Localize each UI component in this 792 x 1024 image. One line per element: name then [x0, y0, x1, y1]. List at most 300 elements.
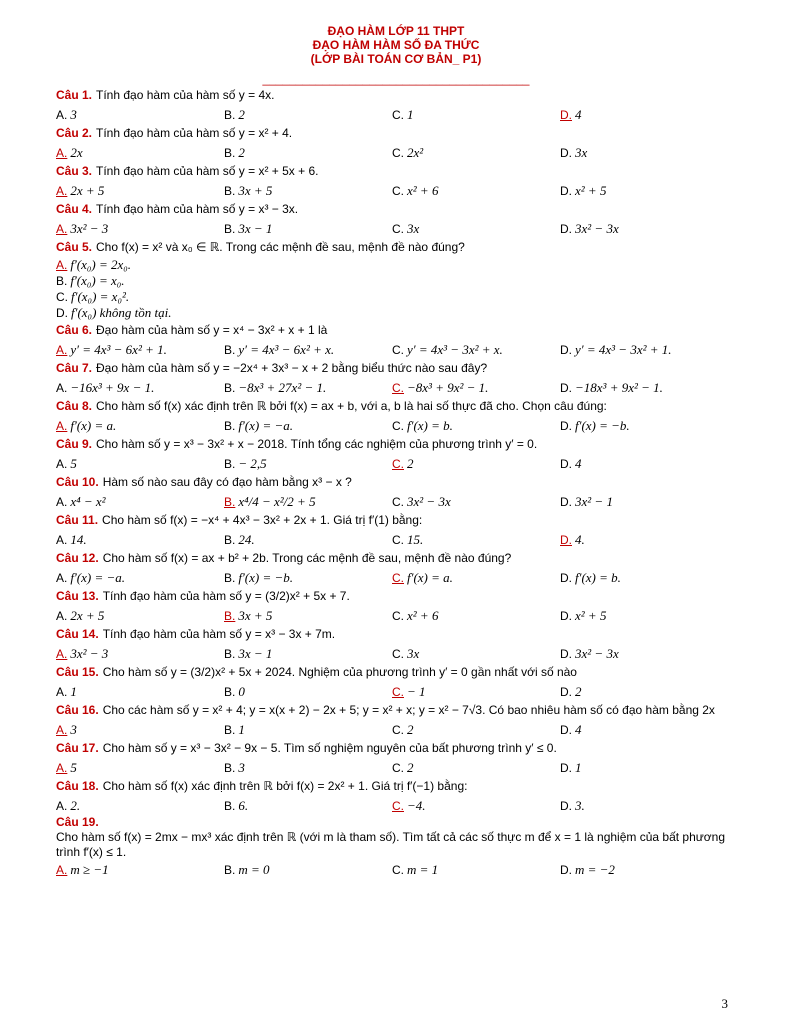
option-text: 1 [575, 759, 582, 775]
question-text: Cho hàm số f(x) xác định trên ℝ bởi f(x) = 2x² + 1. Giá trị f′(−1) bằng: [102, 779, 468, 793]
answer-option [560, 862, 728, 878]
question-6 [56, 321, 728, 359]
answer-option [224, 456, 392, 472]
option-text: 3 [70, 106, 77, 122]
option-label: D. [560, 145, 572, 160]
answer-option [56, 722, 224, 738]
answer-option [56, 684, 224, 700]
option-text: 3x² − 3x [575, 645, 619, 661]
answer-option [560, 608, 728, 624]
question-stem [56, 200, 728, 219]
answer-option [560, 494, 728, 510]
option-label: B. [224, 862, 236, 877]
option-text: x² + 5 [575, 607, 607, 623]
answer-option [560, 456, 728, 472]
option-label: C. [392, 798, 404, 813]
option-text: 4 [575, 106, 582, 122]
question-number: Câu 2. [56, 126, 93, 140]
answer-options [56, 606, 728, 625]
option-text: 2x + 5 [70, 182, 105, 198]
option-text: 3x [407, 645, 420, 661]
option-text: f′(x₀) = 2x₀. [70, 257, 132, 272]
answer-option [56, 494, 224, 510]
option-label: A. [56, 646, 68, 661]
option-text: 3x² − 3 [70, 220, 109, 236]
option-text: y′ = 4x³ − 6x² + 1. [70, 341, 167, 357]
option-label: D. [560, 456, 572, 471]
question-5 [56, 238, 728, 321]
option-text: x² + 6 [407, 182, 439, 198]
answer-option [56, 145, 224, 161]
option-label: C. [392, 494, 404, 509]
question-8 [56, 397, 728, 435]
answer-option [56, 608, 224, 624]
answer-option [224, 684, 392, 700]
question-stem [56, 238, 728, 257]
question-text: Cho hàm số y = x³ − 3x² + x − 2018. Tính tổng các nghiệm của phương trình y′ = 0. [96, 437, 538, 451]
answer-options [56, 143, 728, 162]
question-stem [56, 701, 728, 720]
answer-option [56, 532, 224, 548]
option-text: 2x² [407, 144, 424, 160]
option-label: C. [392, 221, 404, 236]
option-label: D. [560, 107, 572, 122]
option-label: A. [56, 258, 68, 272]
question-3 [56, 162, 728, 200]
answer-option [224, 722, 392, 738]
option-text: −8x³ + 9x² − 1. [407, 379, 489, 395]
answer-options [56, 682, 728, 701]
question-text: Tính đạo hàm của hàm số y = x³ − 3x. [96, 202, 299, 216]
option-text: f′(x) = −b. [575, 417, 630, 433]
option-text: −4. [407, 797, 426, 813]
answer-option [224, 221, 392, 237]
option-text: y′ = 4x³ − 3x² + 1. [575, 341, 672, 357]
answer-option [56, 183, 224, 199]
option-label: A. [56, 570, 68, 585]
question-text: Tính đạo hàm của hàm số y = (3/2)x² + 5x + 7. [102, 589, 350, 603]
question-text: Cho hàm số f(x) = 2mx − mx³ xác định trên ℝ (với m là tham số). Tìm tất cả các số thực m để x = 1 là nghiệm của bất phương trình f′(x) ≤ 1. [56, 830, 726, 859]
option-text: 1 [70, 683, 77, 699]
option-label: D. [560, 418, 572, 433]
option-label: D. [560, 722, 572, 737]
answer-option [56, 418, 224, 434]
option-label: D. [560, 183, 572, 198]
title-separator: ________________________________________ [262, 72, 530, 86]
option-label: C. [392, 760, 404, 775]
answer-options [56, 340, 728, 359]
option-text: 2. [70, 797, 81, 813]
question-stem [56, 777, 728, 796]
answer-option [392, 145, 560, 161]
option-text: y′ = 4x³ − 3x² + x. [407, 341, 503, 357]
option-text: −16x³ + 9x − 1. [70, 379, 155, 395]
question-17 [56, 739, 728, 777]
answer-option [224, 646, 392, 662]
answer-options [56, 416, 728, 435]
option-label: A. [56, 722, 68, 737]
option-label: D. [560, 646, 572, 661]
option-label: B. [224, 760, 236, 775]
question-number: Câu 1. [56, 88, 93, 102]
option-label: C. [392, 183, 404, 198]
answer-option [224, 798, 392, 814]
question-4 [56, 200, 728, 238]
option-label: D. [560, 570, 572, 585]
option-label: A. [56, 456, 68, 471]
option-text: 3. [575, 797, 585, 813]
option-label: B. [224, 684, 236, 699]
answer-option [560, 570, 728, 586]
question-stem [56, 162, 728, 181]
question-10 [56, 473, 728, 511]
answer-options [56, 720, 728, 739]
answer-option [224, 418, 392, 434]
question-stem [56, 663, 728, 682]
option-text: 0 [238, 683, 245, 699]
option-label: C. [392, 570, 404, 585]
answer-option [392, 380, 560, 396]
answer-option [560, 798, 728, 814]
option-label: B. [224, 107, 236, 122]
option-label: D. [560, 760, 572, 775]
option-label: C. [392, 145, 404, 160]
answer-option [392, 456, 560, 472]
question-stem [56, 359, 728, 378]
option-text: 2 [238, 144, 245, 160]
option-text: 6. [238, 797, 249, 813]
option-label: A. [56, 342, 68, 357]
answer-option [224, 145, 392, 161]
answer-options [56, 181, 728, 200]
question-18 [56, 777, 728, 815]
question-text: Đạo hàm của hàm số y = −2x⁴ + 3x³ − x + 2 bằng biểu thức nào sau đây? [96, 361, 488, 375]
option-label: B. [224, 570, 236, 585]
option-text: 3x − 1 [238, 220, 273, 236]
question-14 [56, 625, 728, 663]
question-number: Câu 8. [56, 399, 93, 413]
question-stem [56, 321, 728, 340]
option-text: 4 [575, 455, 582, 471]
option-text: f′(x) = −a. [238, 417, 294, 433]
option-text: 5 [70, 455, 77, 471]
option-text: m = 0 [238, 861, 270, 877]
answer-options [56, 257, 728, 321]
answer-option [560, 107, 728, 123]
option-text: 15. [407, 531, 424, 547]
option-label: A. [56, 608, 68, 623]
answer-option [56, 646, 224, 662]
option-label: B. [224, 532, 236, 547]
answer-option [56, 862, 224, 878]
answer-option [56, 289, 408, 305]
answer-option [224, 342, 392, 358]
option-text: −8x³ + 27x² − 1. [238, 379, 327, 395]
answer-option [392, 722, 560, 738]
option-text: f′(x₀) = x₀. [70, 273, 125, 288]
question-stem [56, 549, 728, 568]
question-text: Cho các hàm số y = x² + 4; y = x(x + 2) − 2x + 5; y = x² + x; y = x² − 7√3. Có bao nhiêu hàm số có đạo hàm bằng 2x [102, 703, 715, 717]
option-label: B. [224, 456, 236, 471]
option-text: 4 [575, 721, 582, 737]
question-list [56, 86, 728, 879]
option-label: D. [560, 532, 572, 547]
option-label: C. [392, 380, 404, 395]
option-text: − 2,5 [238, 455, 267, 471]
question-stem [56, 815, 728, 860]
answer-option [560, 380, 728, 396]
question-13 [56, 587, 728, 625]
question-number: Câu 12. [56, 551, 99, 565]
answer-option [392, 798, 560, 814]
page-number: 3 [721, 996, 728, 1011]
option-label: B. [224, 798, 236, 813]
option-label: B. [224, 145, 236, 160]
answer-option [224, 107, 392, 123]
answer-option [56, 380, 224, 396]
question-text: Cho hàm số f(x) xác định trên ℝ bởi f(x) = ax + b, với a, b là hai số thực đã cho. Chọn câu đúng: [96, 399, 607, 413]
question-number: Câu 15. [56, 665, 99, 679]
answer-option [56, 305, 408, 321]
option-label: D. [560, 342, 572, 357]
option-text: 3 [70, 721, 77, 737]
answer-option [224, 532, 392, 548]
answer-option [224, 862, 392, 878]
option-text: 2 [238, 106, 245, 122]
answer-option [392, 532, 560, 548]
answer-option [224, 494, 392, 510]
option-label: D. [560, 684, 572, 699]
option-text: 3x [407, 220, 420, 236]
option-text: 2 [407, 721, 414, 737]
question-number: Câu 4. [56, 202, 93, 216]
option-label: A. [56, 183, 68, 198]
option-label: B. [224, 494, 236, 509]
option-text: 3x − 1 [238, 645, 273, 661]
answer-option [56, 221, 224, 237]
answer-option [560, 145, 728, 161]
question-number: Câu 10. [56, 475, 99, 489]
option-label: B. [224, 722, 236, 737]
question-text: Cho f(x) = x² và x₀ ∈ ℝ. Trong các mệnh đề sau, mệnh đề nào đúng? [96, 240, 465, 254]
option-label: C. [392, 722, 404, 737]
question-stem [56, 435, 728, 454]
option-label: C. [392, 342, 404, 357]
answer-option [560, 532, 728, 548]
answer-option [56, 273, 408, 289]
option-text: x⁴/4 − x²/2 + 5 [238, 493, 316, 509]
answer-options [56, 860, 728, 879]
option-label: B. [224, 221, 236, 236]
option-label: A. [56, 418, 68, 433]
option-text: 2 [407, 759, 414, 775]
answer-option [560, 760, 728, 776]
answer-options [56, 492, 728, 511]
option-label: A. [56, 221, 68, 236]
option-label: C. [392, 418, 404, 433]
option-text: 3x + 5 [238, 607, 273, 623]
question-number: Câu 3. [56, 164, 93, 178]
option-label: C. [56, 290, 68, 304]
question-19 [56, 815, 728, 879]
option-text: f′(x) = −a. [70, 569, 126, 585]
answer-option [56, 570, 224, 586]
title-line-1: ĐẠO HÀM LỚP 11 THPT [327, 24, 465, 38]
answer-option [56, 760, 224, 776]
answer-option [560, 646, 728, 662]
option-label: B. [224, 646, 236, 661]
title-line-3: (LỚP BÀI TOÁN CƠ BẢN_ P1) [310, 52, 482, 66]
question-12 [56, 549, 728, 587]
answer-option [392, 183, 560, 199]
answer-option [560, 342, 728, 358]
answer-option [392, 862, 560, 878]
answer-option [56, 798, 224, 814]
question-9 [56, 435, 728, 473]
question-15 [56, 663, 728, 701]
answer-option [224, 183, 392, 199]
option-text: x² + 6 [407, 607, 439, 623]
option-text: 24. [238, 531, 255, 547]
option-text: 1 [407, 106, 414, 122]
question-text: Tính đạo hàm của hàm số y = 4x. [96, 88, 275, 102]
option-label: C. [392, 456, 404, 471]
answer-option [56, 456, 224, 472]
option-label: C. [392, 107, 404, 122]
answer-option [392, 107, 560, 123]
option-label: A. [56, 684, 68, 699]
option-label: B. [224, 608, 236, 623]
question-text: Hàm số nào sau đây có đạo hàm bằng x³ − x ? [102, 475, 352, 489]
answer-option [560, 183, 728, 199]
question-stem [56, 739, 728, 758]
answer-option [56, 257, 408, 273]
option-label: D. [560, 380, 572, 395]
answer-options [56, 219, 728, 238]
option-label: B. [224, 380, 236, 395]
question-text: Đạo hàm của hàm số y = x⁴ − 3x² + x + 1 là [96, 323, 328, 337]
answer-option [224, 608, 392, 624]
option-text: 3 [238, 759, 245, 775]
question-text: Cho hàm số y = x³ − 3x² − 9x − 5. Tìm số nghiệm nguyên của bất phương trình y′ ≤ 0. [102, 741, 557, 755]
option-label: A. [56, 532, 68, 547]
question-text: Cho hàm số y = (3/2)x² + 5x + 2024. Nghiệm của phương trình y′ = 0 gần nhất với số nào [102, 665, 577, 679]
answer-option [560, 221, 728, 237]
option-label: A. [56, 380, 68, 395]
option-label: A. [56, 862, 68, 877]
question-stem [56, 86, 728, 105]
option-text: 1 [238, 721, 245, 737]
option-text: 3x + 5 [238, 182, 273, 198]
option-text: 3x² − 3x [407, 493, 451, 509]
answer-options [56, 105, 728, 124]
answer-option [392, 760, 560, 776]
answer-option [560, 418, 728, 434]
option-text: 3x² − 1 [575, 493, 613, 509]
option-text: 3x [575, 144, 588, 160]
option-label: B. [224, 418, 236, 433]
question-number: Câu 5. [56, 240, 93, 254]
question-number: Câu 19. [56, 815, 99, 829]
option-text: m = −2 [575, 861, 615, 877]
answer-option [392, 221, 560, 237]
question-number: Câu 13. [56, 589, 99, 603]
answer-option [392, 418, 560, 434]
answer-option [224, 760, 392, 776]
option-text: 3x² − 3x [575, 220, 619, 236]
option-label: C. [392, 532, 404, 547]
answer-option [56, 107, 224, 123]
question-stem [56, 625, 728, 644]
option-text: f′(x₀) = x₀². [71, 289, 130, 304]
option-label: C. [392, 646, 404, 661]
question-number: Câu 16. [56, 703, 99, 717]
document-header [0, 24, 792, 86]
option-text: 4. [575, 531, 585, 547]
option-text: 2x [70, 144, 83, 160]
option-text: f′(x) = a. [407, 569, 453, 585]
answer-option [392, 342, 560, 358]
option-text: f′(x) = −b. [238, 569, 294, 585]
question-number: Câu 17. [56, 741, 99, 755]
question-number: Câu 14. [56, 627, 99, 641]
option-label: D. [560, 494, 572, 509]
question-number: Câu 7. [56, 361, 93, 375]
question-text: Tính đạo hàm của hàm số y = x³ − 3x + 7m. [102, 627, 336, 641]
option-label: B. [224, 183, 236, 198]
question-stem [56, 587, 728, 606]
question-stem [56, 511, 728, 530]
option-text: m ≥ −1 [70, 861, 109, 877]
question-11 [56, 511, 728, 549]
option-label: B. [224, 342, 236, 357]
option-text: 5 [70, 759, 77, 775]
answer-options [56, 454, 728, 473]
option-text: f′(x₀) không tồn tại. [71, 305, 172, 320]
option-text: 2x + 5 [70, 607, 105, 623]
option-label: A. [56, 798, 68, 813]
answer-option [560, 722, 728, 738]
option-text: f′(x) = b. [407, 417, 453, 433]
answer-option [392, 570, 560, 586]
option-label: D. [560, 221, 572, 236]
option-text: 2 [575, 683, 582, 699]
answer-option [56, 342, 224, 358]
answer-option [224, 570, 392, 586]
option-label: D. [56, 306, 68, 320]
option-label: A. [56, 760, 68, 775]
question-number: Câu 9. [56, 437, 93, 451]
option-label: A. [56, 145, 68, 160]
question-text: Tính đạo hàm của hàm số y = x² + 4. [96, 126, 293, 140]
answer-option [392, 646, 560, 662]
question-number: Câu 6. [56, 323, 93, 337]
answer-option [392, 684, 560, 700]
question-7 [56, 359, 728, 397]
answer-options [56, 758, 728, 777]
option-text: − 1 [407, 683, 426, 699]
option-text: y′ = 4x³ − 6x² + x. [238, 341, 335, 357]
answer-options [56, 644, 728, 663]
question-2 [56, 124, 728, 162]
question-stem [56, 397, 728, 416]
option-text: m = 1 [407, 861, 439, 877]
question-stem [56, 473, 728, 492]
option-label: B. [56, 274, 68, 288]
option-label: D. [560, 862, 572, 877]
option-text: 2 [407, 455, 414, 471]
answer-option [224, 380, 392, 396]
